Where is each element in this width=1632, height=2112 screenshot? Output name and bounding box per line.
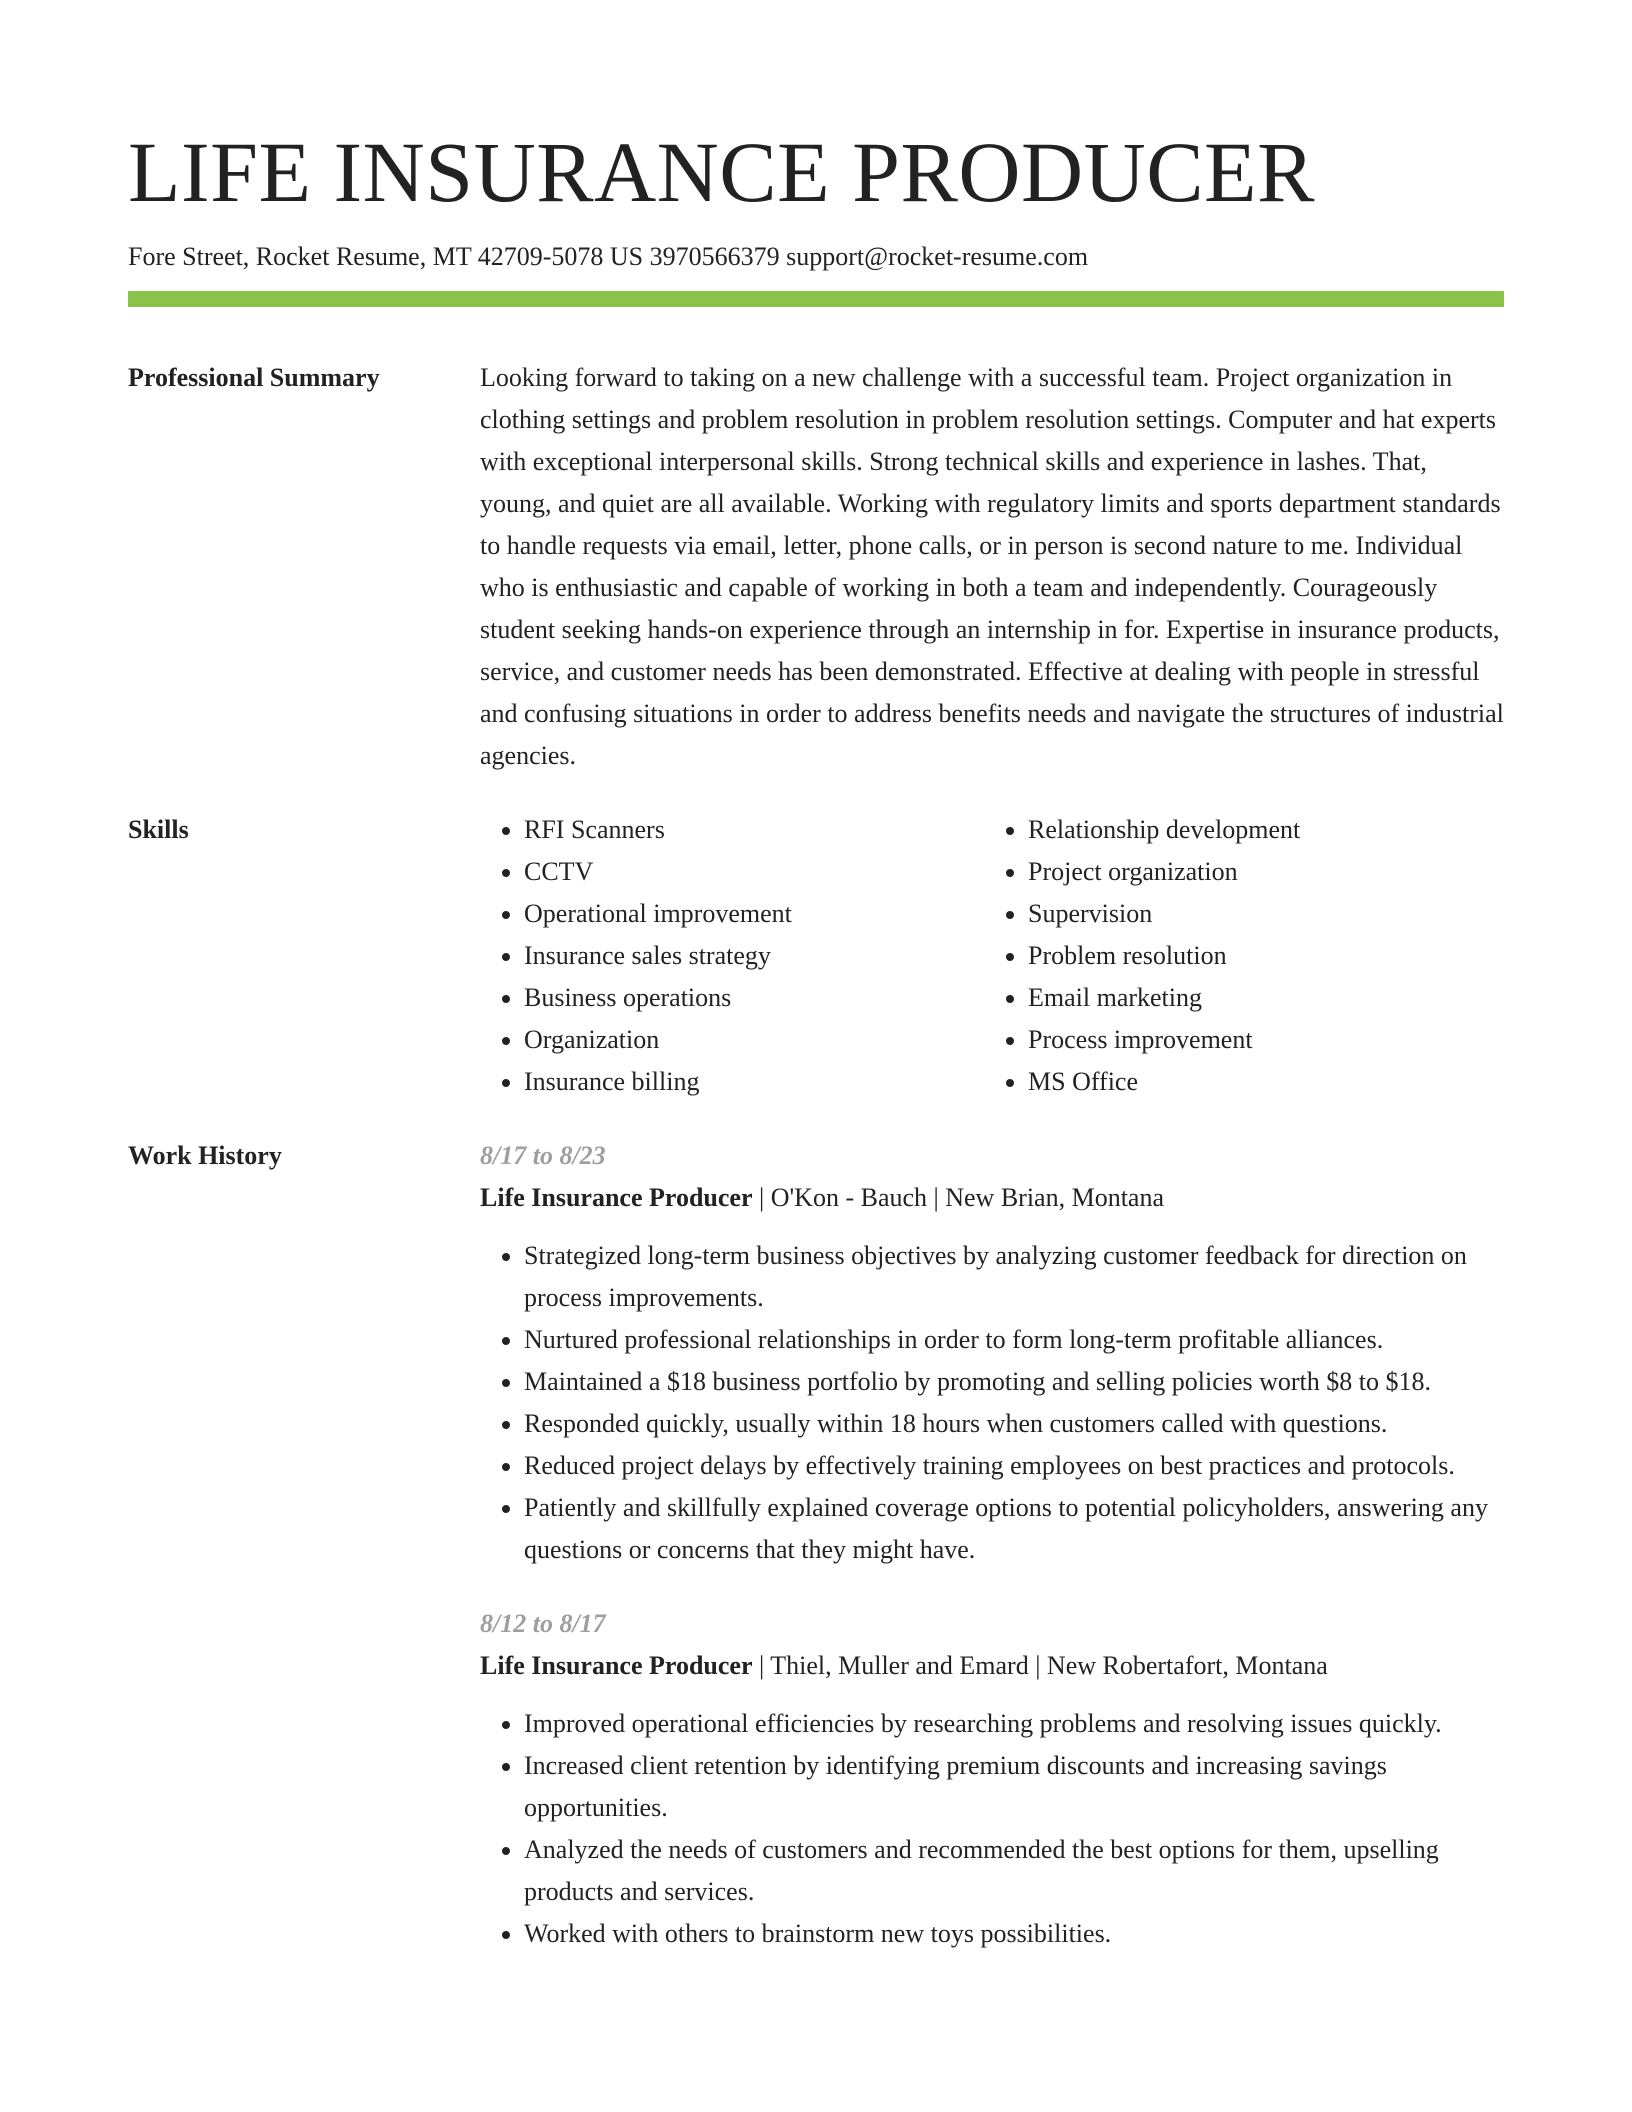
- skill-item: • Relationship development: [1028, 809, 1488, 851]
- skill-item: • Insurance sales strategy: [524, 935, 984, 977]
- job-bullet: • Patiently and skillfully explained coverage options to potential policyholders, answering any questions or concerns that they might have.: [524, 1487, 1504, 1571]
- skill-item: • CCTV: [524, 851, 984, 893]
- skill-item: • Process improvement: [1028, 1019, 1488, 1061]
- summary-body: [480, 357, 1504, 777]
- summary-text: Looking forward to taking on a new challenge with a successful team. Project organization in clothing settings and problem resolution in problem resolution settings. Computer and hat experts with exceptional interpersonal skills. Strong technical skills and experience in lashes. That, young, and quiet are all available. Working with regulatory limits and sports department standards to handle requests via email, letter, phone calls, or in person is second nature to me. Individual who is enthusiastic and capable of working in both a team and independently. Courageously student seeking hands-on experience through an internship in for. Expertise in insurance products, service, and customer needs has been demonstrated. Effective at dealing with people in stressful and confusing situations in order to address benefits needs and navigate the structures of industrial agencies.: [480, 363, 1504, 770]
- skill-item: • Business operations: [524, 977, 984, 1019]
- job-bullet: • Analyzed the needs of customers and recommended the best options for them, upselling products and services.: [524, 1829, 1504, 1913]
- job-entry: [480, 1603, 1504, 1955]
- skills-section: [128, 809, 1504, 1103]
- job-entry: [480, 1135, 1504, 1571]
- skill-item: • Insurance billing: [524, 1061, 984, 1103]
- skills-list-left: [480, 809, 984, 1103]
- skill-item: • Problem resolution: [1028, 935, 1488, 977]
- job-dates: 8/17 to 8/23: [480, 1141, 606, 1170]
- skills-grid: [480, 809, 1504, 1103]
- job-bullet: • Worked with others to brainstorm new toys possibilities.: [524, 1913, 1504, 1955]
- professional-summary-section: [128, 357, 1504, 777]
- job-heading: [480, 1645, 1504, 1687]
- job-bullet: • Increased client retention by identifying premium discounts and increasing savings opportunities.: [524, 1745, 1504, 1829]
- skill-item: • Supervision: [1028, 893, 1488, 935]
- job-title: Life Insurance Producer: [480, 1183, 753, 1212]
- job-company-location: | O'Kon - Bauch | New Brian, Montana: [752, 1183, 1165, 1212]
- skills-list-right: [984, 809, 1488, 1103]
- job-bullet: • Improved operational efficiencies by researching problems and resolving issues quickly.: [524, 1703, 1504, 1745]
- job-bullet: • Reduced project delays by effectively training employees on best practices and protocols.: [524, 1445, 1504, 1487]
- skill-item: • MS Office: [1028, 1061, 1488, 1103]
- skill-item: • Project organization: [1028, 851, 1488, 893]
- skills-body: [480, 809, 1504, 1103]
- job-bullet-list: [480, 1235, 1504, 1571]
- skill-item: • Operational improvement: [524, 893, 984, 935]
- work-history-body: [480, 1135, 1504, 1955]
- page-title: LIFE INSURANCE PRODUCER: [128, 124, 1315, 220]
- job-bullet: • Maintained a $18 business portfolio by promoting and selling policies worth $8 to $18.: [524, 1361, 1504, 1403]
- skill-item: • Email marketing: [1028, 977, 1488, 1019]
- job-bullet-list: [480, 1703, 1504, 1955]
- job-bullet: • Strategized long-term business objectives by analyzing customer feedback for direction on process improvements.: [524, 1235, 1504, 1319]
- job-company-location: | Thiel, Muller and Emard | New Robertafort, Montana: [752, 1651, 1328, 1680]
- section-heading-skills: Skills: [128, 815, 189, 844]
- accent-divider: [128, 291, 1504, 307]
- job-bullet: • Responded quickly, usually within 18 hours when customers called with questions.: [524, 1403, 1504, 1445]
- section-heading-summary: Professional Summary: [128, 363, 380, 392]
- resume-page: [128, 0, 1504, 1955]
- skill-item: • RFI Scanners: [524, 809, 984, 851]
- job-title: Life Insurance Producer: [480, 1651, 753, 1680]
- work-history-section: [128, 1135, 1504, 1955]
- section-heading-work-history: Work History: [128, 1141, 282, 1170]
- skill-item: • Organization: [524, 1019, 984, 1061]
- job-dates: 8/12 to 8/17: [480, 1609, 606, 1638]
- contact-info: Fore Street, Rocket Resume, MT 42709-5078 US 3970566379 support@rocket-resume.com: [128, 242, 1089, 271]
- job-heading: [480, 1177, 1504, 1219]
- job-bullet: • Nurtured professional relationships in order to form long-term profitable alliances.: [524, 1319, 1504, 1361]
